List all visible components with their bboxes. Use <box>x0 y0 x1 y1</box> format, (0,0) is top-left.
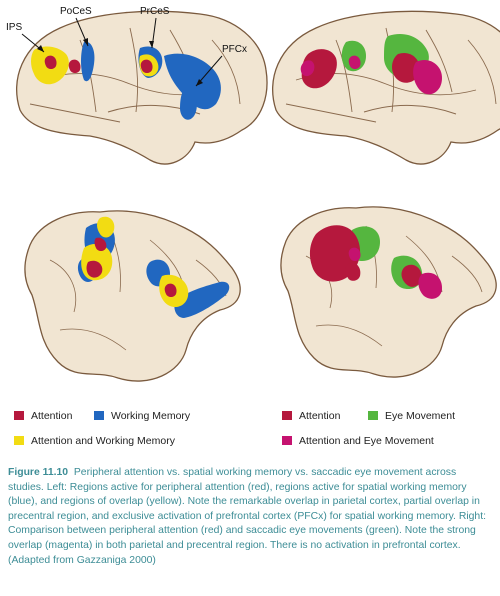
svg-text:Eye Movement: Eye Movement <box>385 410 456 422</box>
legend-item-attention <box>14 410 73 422</box>
legend-item-attention-and-working-memory <box>14 435 176 447</box>
legend-right <box>282 410 455 447</box>
svg-text:Attention and Working Memory: Attention and Working Memory <box>31 435 175 447</box>
svg-text:Attention and Eye Movement: Attention and Eye Movement <box>299 435 434 447</box>
figure-label: Figure 11.10 <box>8 467 69 478</box>
legend-item-working-memory <box>94 410 191 422</box>
legend-item-attention-and-eye-movement <box>282 435 434 447</box>
brain-lateral-attention-wm <box>6 6 267 164</box>
brain-flat-attention-eye <box>281 207 496 377</box>
ips-annotation <box>6 22 44 52</box>
legend-item-attention <box>282 410 341 422</box>
caption-text: Peripheral attention vs. spatial working memory vs. saccadic eye movement across studies. Left: Regions active for peripheral attention (red), regions active for spatial working memory (blue), and regions of overlap (yellow). Note the remarkable overlap in parietal cortex, partial overlap in precentral region, and exclusive activation of prefrontal cortex (PFCx) for spatial working memory. Right: Comparison between peripheral attention (red) and saccadic eye movements (green). Note the strong overlap (magenta) in both parietal and precentral region. There is no activation in prefrontal cortex. (Adapted from Gazzaniga 2000) <box>8 467 486 566</box>
svg-text:Attention: Attention <box>31 410 73 422</box>
pocs-label: PoCeS <box>60 6 92 17</box>
ips-label: IPS <box>6 22 23 33</box>
svg-text:Working Memory: Working Memory <box>111 410 191 422</box>
svg-text:Attention: Attention <box>299 410 341 422</box>
brain-lateral-attention-eye <box>273 11 500 164</box>
legend-left <box>14 410 191 447</box>
figure-caption <box>8 466 494 568</box>
legend-item-eye-movement <box>368 410 455 422</box>
prcs-label: PrCeS <box>140 6 170 17</box>
pfcx-label: PFCx <box>222 44 247 55</box>
brain-flat-attention-wm <box>25 211 240 381</box>
